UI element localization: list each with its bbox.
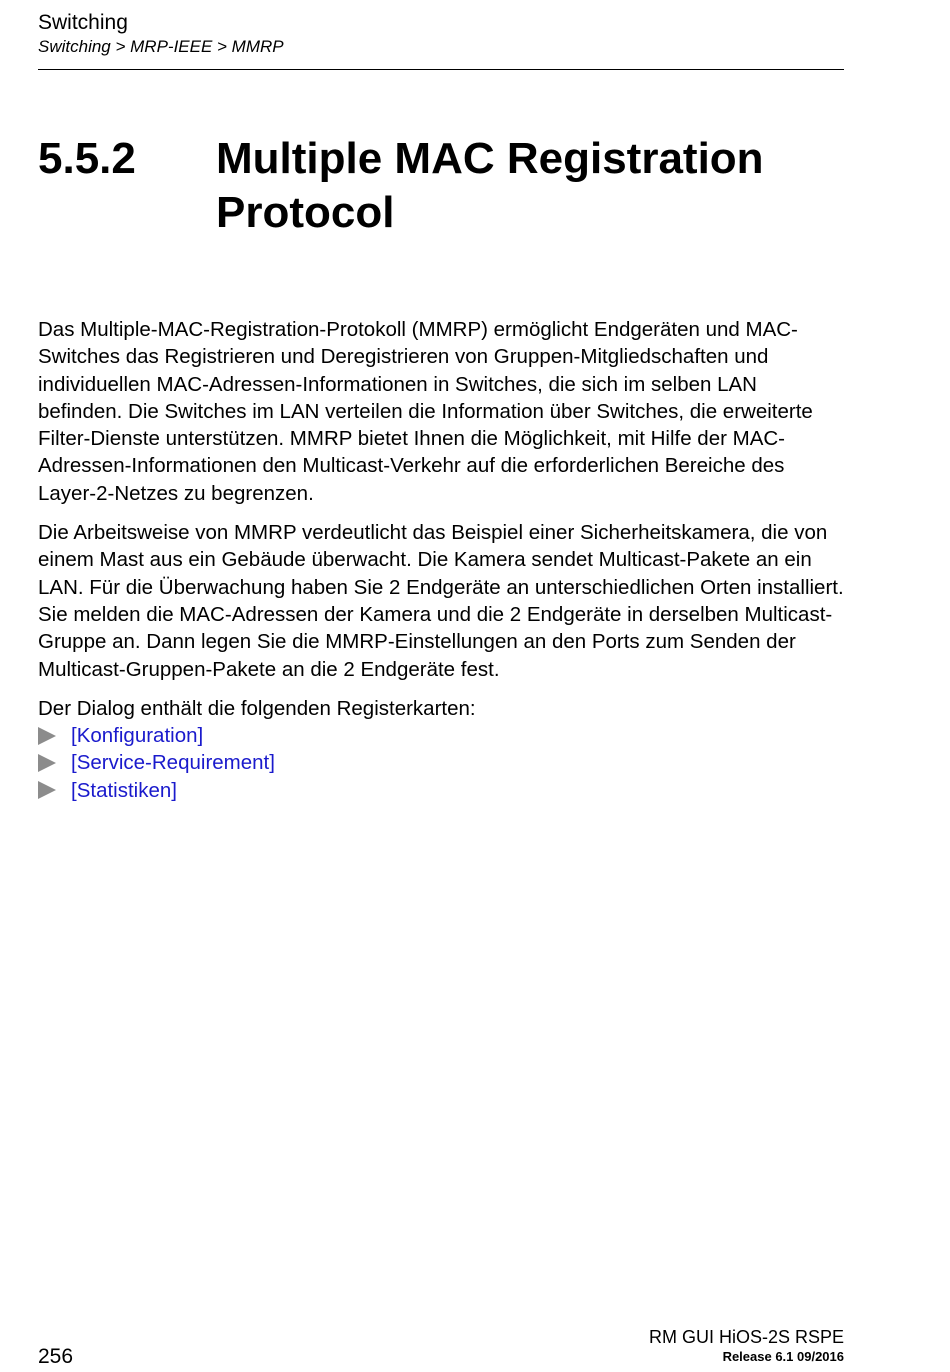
paragraph-intro: Das Multiple-MAC-Registration-Protokoll (MMRP) ermöglicht Endgeräten und MAC-Switches das Registrieren und Deregistrieren von Gruppen-Mitgliedschaften und individuellen MAC-Adressen-Informationen in Switches, die sich im selben LAN befinden. Die Switches im LAN verteilen die Information über Switches, die erweiterte Filter-Dienste unterstützen. MMRP bietet Ihnen die Möglichkeit, mit Hilfe der MAC-Adressen-Informationen den Multicast-Verkehr auf die erforderlichen Bereiche des Layer-2-Netzes zu begrenzen. bbox=[38, 318, 813, 505]
triangle-bullet-icon bbox=[38, 754, 56, 772]
paragraph-example: Die Arbeitsweise von MMRP verdeutlicht das Beispiel einer Sicherheitskamera, die von einem Mast aus ein Gebäude überwacht. Die Kamera sendet Multicast-Pakete an ein LAN. Für die Überwachung haben Sie 2 Endgeräte an unterschiedlichen Orten installiert. Sie melden die MAC-Adressen der Kamera und die 2 Endgeräte in derselben Multicast-Gruppe an. Dann legen Sie die MMRP-Einstellungen an den Ports zum Senden der Multicast-Gruppen-Pakete an die 2 Endgeräte fest. bbox=[38, 521, 844, 681]
triangle-bullet-icon bbox=[38, 727, 56, 745]
paragraph-tabs-intro: Der Dialog enthält die folgenden Registerkarten: bbox=[38, 696, 476, 720]
list-item bbox=[38, 777, 844, 804]
header-title: Switching bbox=[38, 11, 128, 34]
link-statistiken[interactable]: [Statistiken] bbox=[71, 778, 177, 802]
product-name: RM GUI HiOS-2S RSPE bbox=[648, 1327, 844, 1347]
section-body bbox=[38, 316, 844, 804]
list-item bbox=[38, 749, 844, 776]
breadcrumb: Switching > MRP-IEEE > MMRP bbox=[38, 37, 284, 56]
section-number: 5.5.2 bbox=[38, 134, 136, 183]
release-info: Release 6.1 09/2016 bbox=[722, 1349, 844, 1364]
header-divider bbox=[38, 69, 844, 70]
list-item bbox=[38, 722, 844, 749]
footer-info bbox=[649, 1326, 844, 1365]
page-number: 256 bbox=[38, 1345, 74, 1368]
link-service-requirement[interactable]: [Service-Requirement] bbox=[71, 751, 275, 775]
triangle-bullet-icon bbox=[38, 781, 56, 799]
tab-list bbox=[38, 722, 844, 804]
link-konfiguration[interactable]: [Konfiguration] bbox=[71, 724, 204, 748]
page-header bbox=[38, 10, 844, 58]
section-title: Multiple MAC Registration Protocol bbox=[216, 134, 764, 237]
